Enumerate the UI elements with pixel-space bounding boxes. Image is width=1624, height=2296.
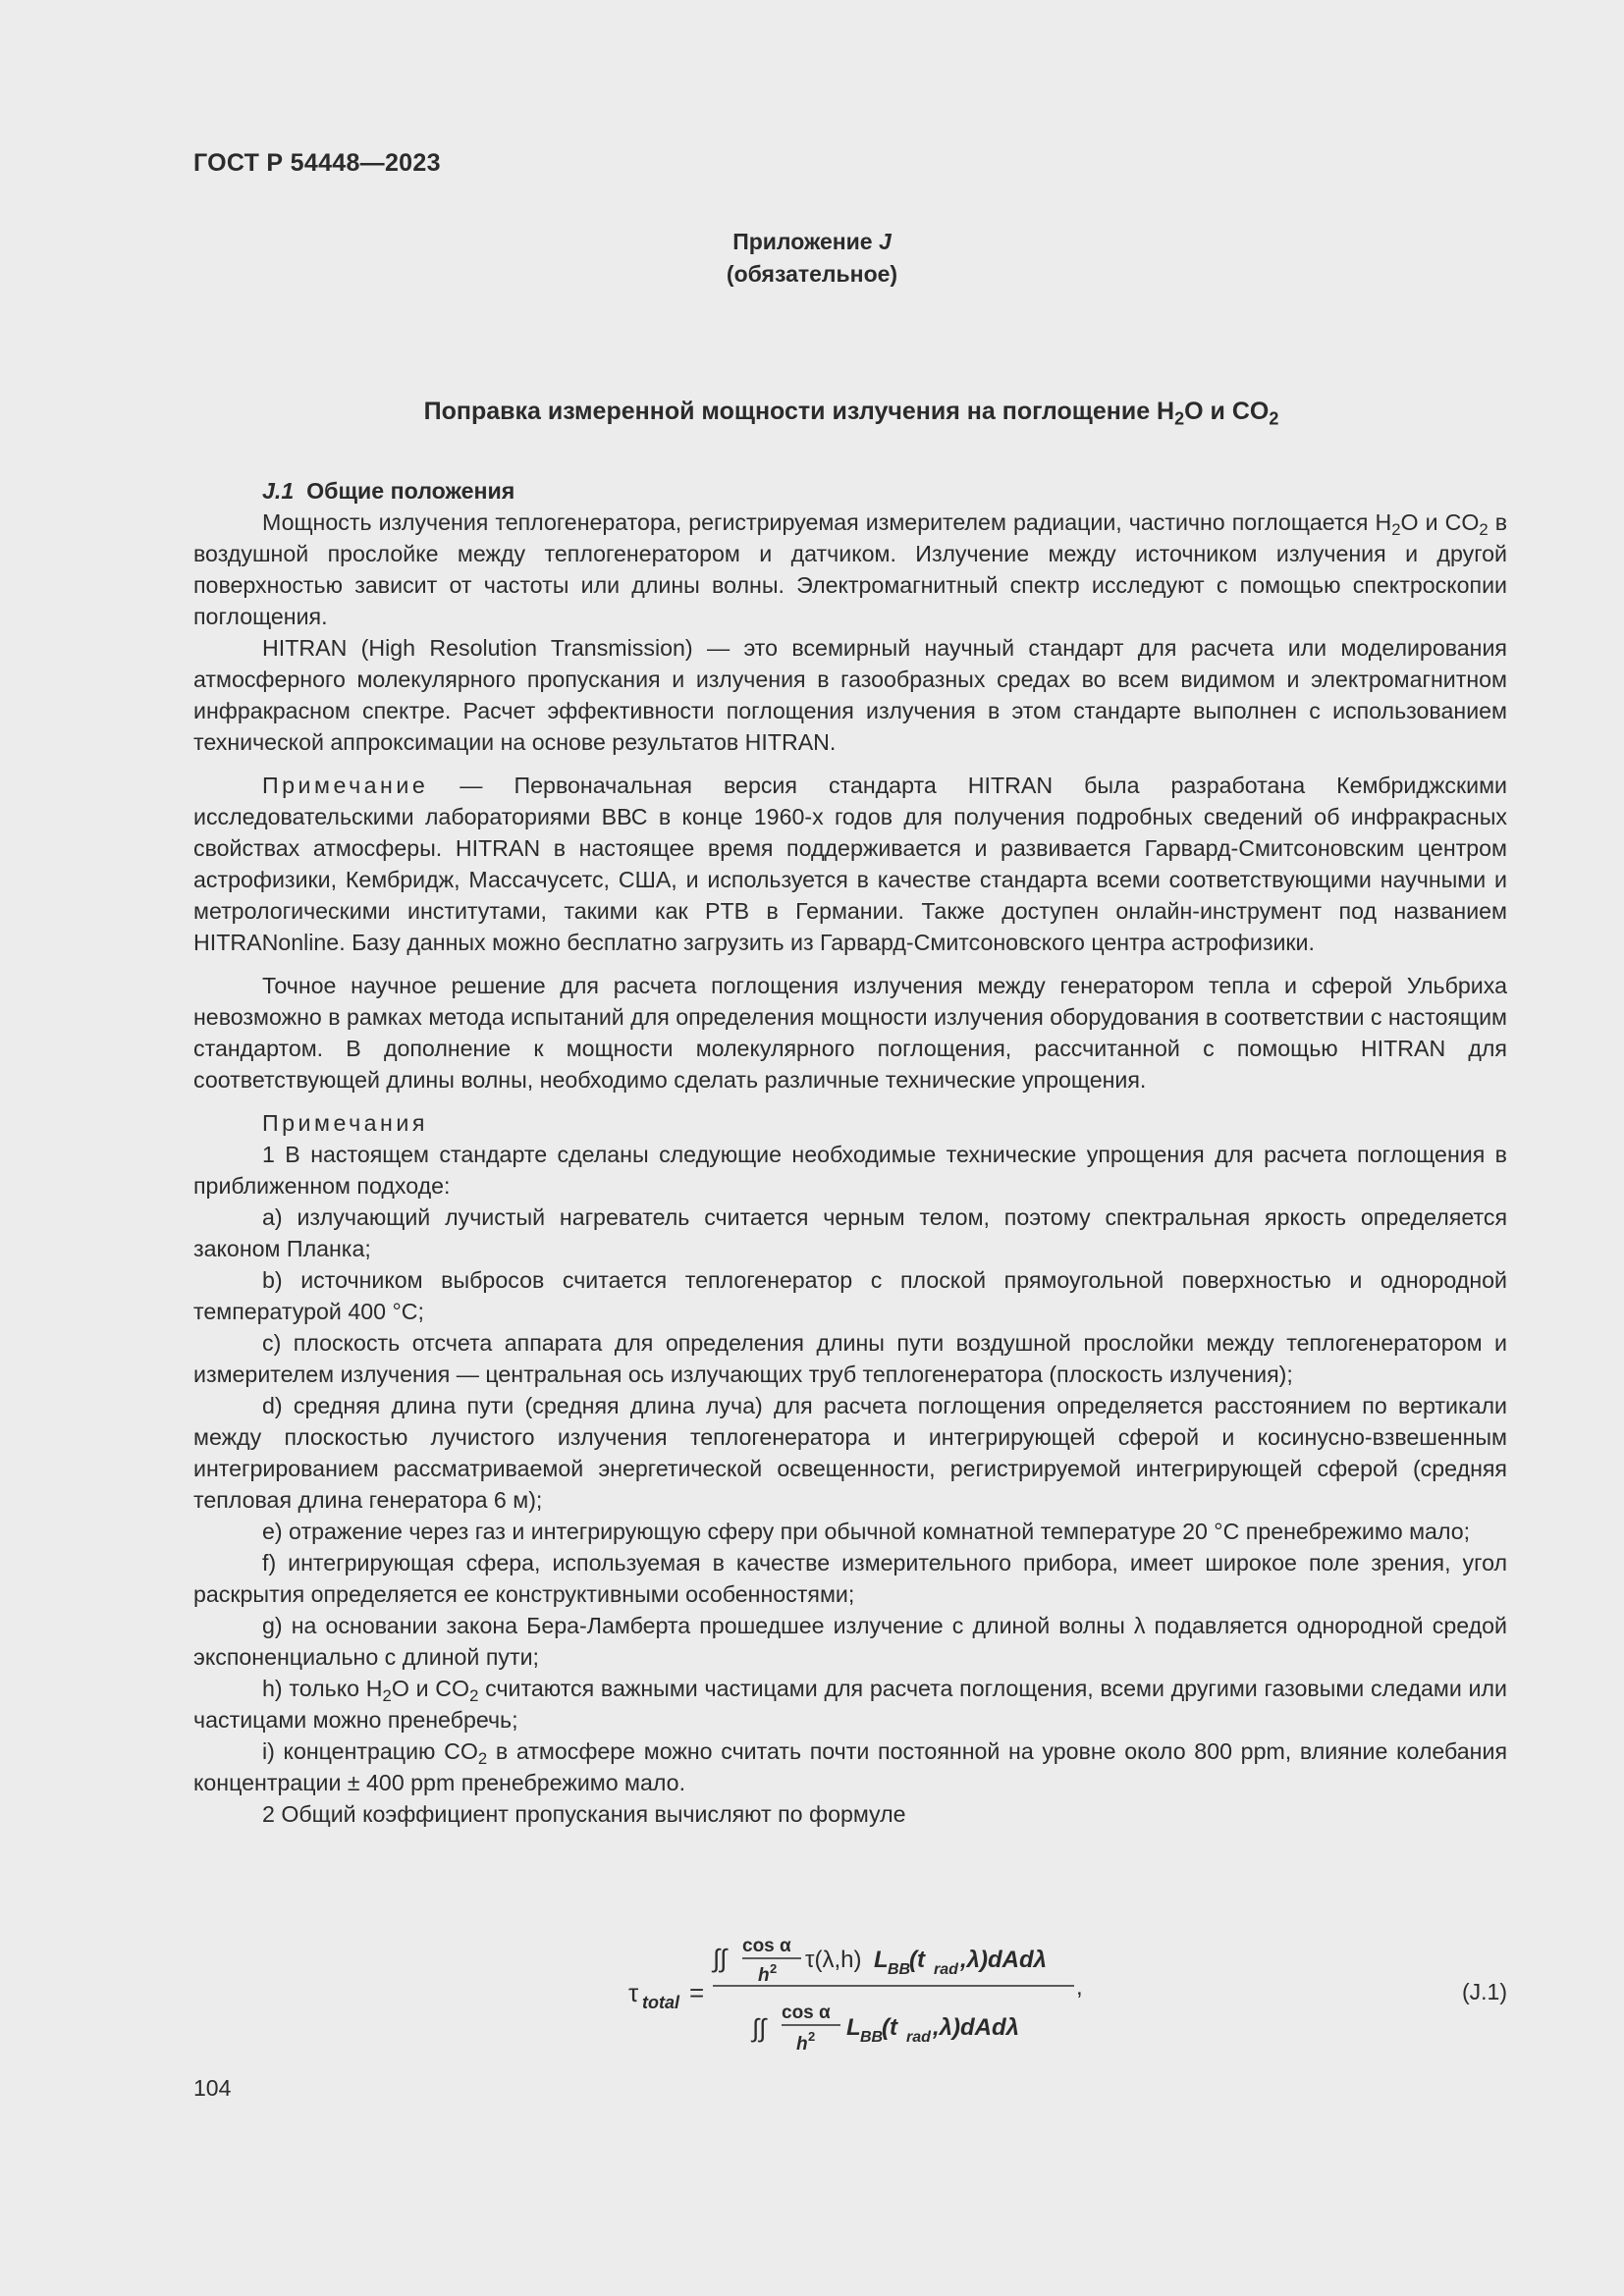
- svg-text:h: h: [796, 2034, 808, 2055]
- appendix-label: Приложение: [732, 229, 873, 254]
- list-item: c) плоскость отсчета аппарата для определения длины пути воздушной прослойки между теплогенератором и измерителем излучения — центральная ось излучающих труб теплогенератора (плоскость излучения);: [193, 1330, 1507, 1387]
- svg-text:2: 2: [770, 1961, 778, 1976]
- appendix-title: Поправка измеренной мощности излучения на поглощение $H_2O$ и $CO_2$: [423, 398, 1279, 429]
- svg-text:∫∫: ∫∫: [752, 2013, 767, 2043]
- formula-h: h: [758, 1965, 770, 1986]
- paragraph: Точное научное решение для расчета поглощения излучения между генератором тепла и сферой Ульбриха невозможно в рамках метода испытаний для определения мощности излучения оборудования в соответствии с настоящим стандартом. В дополнение к мощности молекулярного поглощения, рассчитанной с помощью HITRAN для соответствующей длины волны, необходимо сделать различные технические упрощения.: [193, 973, 1507, 1093]
- equation-number: (J.1): [1462, 1979, 1507, 2004]
- appendix-status: (обязательное): [726, 261, 898, 287]
- notes-label: Примечания: [262, 1110, 428, 1136]
- svg-text:,λ)dAdλ: ,λ)dAdλ: [933, 2014, 1020, 2041]
- appendix-heading: [0, 226, 1624, 291]
- formula-lhs-sub: total: [642, 1993, 679, 2012]
- list-item: e) отражение через газ и интегрирующую сферу при обычной комнатной температуре 20 °С пренебрежимо мало;: [262, 1519, 1471, 1544]
- svg-text:(t: (t: [909, 1947, 925, 1973]
- svg-text:2: 2: [808, 2029, 816, 2044]
- formula-integrals: ∫∫: [713, 1944, 728, 1973]
- formula-graphic: [619, 1924, 1090, 2061]
- svg-text:rad: rad: [934, 1961, 958, 1978]
- svg-text:(t: (t: [882, 2014, 897, 2041]
- note: Примечание — Первоначальная версия стандарта HITRAN была разработана Кембриджскими исследовательскими лабораториями ВВС в конце 1960-х годов для получения подробных сведений об инфракрасных свойствах атмосферы. HITRAN в настоящее время поддерживается и развивается Гарвард-Смитсоновским центром астрофизики, Кембридж, Массачусетс, США, и используется в качестве стандарта всеми соответствующими научными и метрологическими институтами, такими как PTB в Германии. Также доступен онлайн-инструмент под названием HITRANonline. Базу данных можно бесплатно загрузить из Гарвард-Смитсоновского центра астрофизики.: [193, 773, 1507, 955]
- paragraph: Мощность излучения теплогенератора, регистрируемая измерителем радиации, частично поглощается $H_2O$ и $CO_2$ в воздушной прослойке между теплогенератором и датчиком. Излучение между источником излучения и другой поверхностью зависит от частоты или длины волны. Электромагнитный спектр исследуют с помощью спектроскопии поглощения.: [193, 509, 1508, 629]
- document-id: ГОСТ Р 54448—2023: [193, 149, 441, 177]
- formula-eq: =: [689, 1978, 705, 2007]
- list-item: i) концентрацию $CO_2$ в атмосфере можно считать почти постоянной на уровне около 800 ppm, влияние колебания концентрации ± 400 ppm пренебрежимо мало.: [193, 1738, 1507, 1795]
- svg-text:BB: BB: [888, 1961, 911, 1978]
- svg-text:,λ)dAdλ: ,λ)dAdλ: [960, 1947, 1048, 1973]
- section-heading: J.1 Общие положения: [262, 478, 515, 504]
- appendix-letter: J: [879, 229, 892, 254]
- formula-lhs: τ: [628, 1978, 639, 2007]
- svg-text:L: L: [846, 2014, 861, 2041]
- svg-text:L: L: [874, 1947, 889, 1973]
- list-item: d) средняя длина пути (средняя длина луча) для расчета поглощения определяется расстоянием по вертикали между плоскостью лучистого излучения теплогенератора и интегрирующей сферой и косинусно-взвешенным интегрированием рассматриваемой энергетической освещенности, регистрируемой интегрирующей сферой (средняя тепловая длина генератора 6 м);: [193, 1393, 1507, 1513]
- svg-text:,: ,: [1076, 1974, 1083, 2001]
- formula-j1: [0, 1924, 1624, 2061]
- formula-cos: cos α: [742, 1936, 791, 1956]
- body-text: [193, 475, 1507, 1830]
- page-number: 104: [193, 2075, 232, 2101]
- list-item: a) излучающий лучистый нагреватель считается черным телом, поэтому спектральная яркость определяется законом Планка;: [193, 1204, 1507, 1261]
- svg-text:cos α: cos α: [782, 2002, 831, 2023]
- note-label: Примечание: [262, 773, 429, 798]
- paragraph: HITRAN (High Resolution Transmission) — это всемирный научный стандарт для расчета или моделирования атмосферного молекулярного пропускания и излучения в газообразных средах во всем видимом и электромагнитном инфракрасном спектре. Расчет эффективности поглощения излучения в этом стандарте выполнен с использованием технической аппроксимации на основе результатов HITRAN.: [193, 635, 1507, 755]
- list-item: 2 Общий коэффициент пропускания вычисляют по формуле: [262, 1801, 906, 1827]
- svg-text:rad: rad: [906, 2029, 931, 2046]
- list-item: b) источником выбросов считается теплогенератор с плоской прямоугольной поверхностью и однородной температурой 400 °С;: [193, 1267, 1507, 1324]
- list-item: h) только $H_2O$ и $CO_2$ считаются важными частицами для расчета поглощения, всеми другими газовыми следами или частицами можно пренебречь;: [193, 1676, 1507, 1733]
- formula-tau: τ(λ,h): [805, 1947, 862, 1973]
- list-item: 1 В настоящем стандарте сделаны следующие необходимые технические упрощения для расчета поглощения в приближенном подходе:: [193, 1142, 1507, 1199]
- list-item: g) на основании закона Бера-Ламберта прошедшее излучение с длиной волны λ подавляется однородной средой экспоненциально с длиной пути;: [193, 1613, 1507, 1670]
- svg-text:BB: BB: [860, 2029, 884, 2046]
- list-item: f) интегрирующая сфера, используемая в качестве измерительного прибора, имеет широкое поле зрения, угол раскрытия определяется ее конструктивными особенностями;: [193, 1550, 1507, 1607]
